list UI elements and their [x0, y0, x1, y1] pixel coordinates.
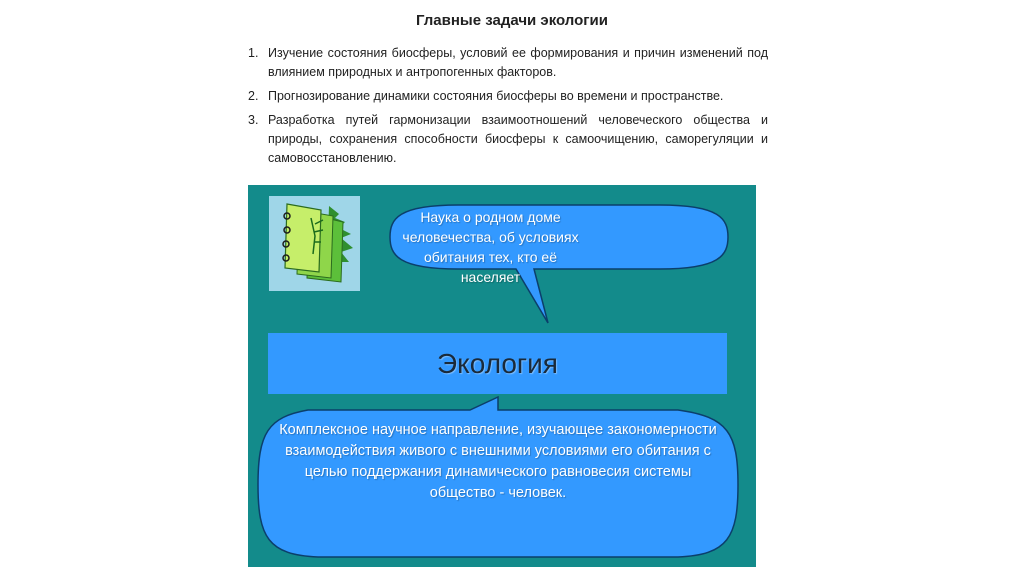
callout-top-text: Наука о родном доме человечества, об условиях обитания тех, кто её населяет: [402, 209, 579, 285]
list-item-text: Изучение состояния биосферы, условий ее формирования и причин изменений под влиянием природных и антропогенных факторов.: [268, 46, 768, 79]
page-title: Главные задачи экологии: [416, 12, 608, 29]
list-item: [248, 111, 768, 168]
list-number: 2.: [248, 89, 259, 103]
ecology-slide: [248, 185, 756, 567]
list-item-text: Разработка путей гармонизации взаимоотношений человеческого общества и природы, сохранения способности биосферы к самоочищению, саморегуляции и самовосстановлению.: [268, 113, 768, 165]
banner-label: Экология: [437, 347, 558, 379]
callout-bottom-text: Комплексное научное направление, изучающее закономерности взаимодействия живого с внешними условиями его обитания с целью поддержания динамического равновесия системы общество - человек.: [279, 422, 717, 501]
list-number: 3.: [248, 113, 259, 127]
list-number: 1.: [248, 46, 259, 60]
list-item: [248, 44, 768, 82]
list-item: [248, 87, 768, 106]
tasks-list: [248, 44, 768, 173]
list-item-text: Прогнозирование динамики состояния биосферы во времени и пространстве.: [268, 89, 724, 103]
ecology-banner: [268, 333, 727, 394]
